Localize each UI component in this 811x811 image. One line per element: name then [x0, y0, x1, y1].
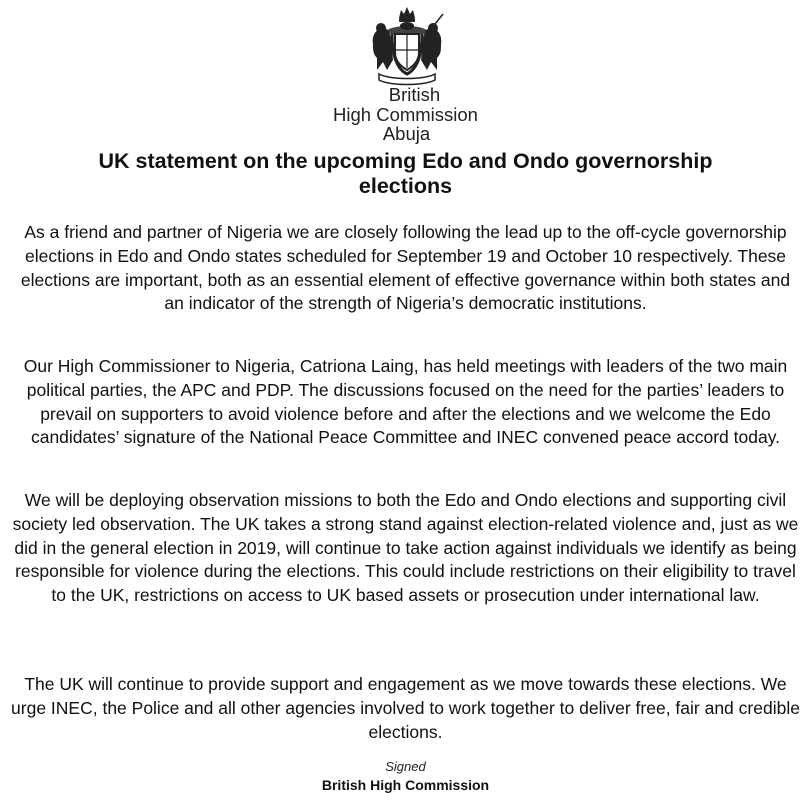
org-name-line-3: Abuja [382, 123, 431, 144]
signer-name: British High Commission [321, 777, 490, 793]
org-name-line-1: British [388, 84, 441, 105]
statement-title: UK statement on the upcoming Edo and Ondo governorship elections [98, 149, 713, 198]
paragraph-meetings: Our High Commissioner to Nigeria, Catriona Laing, has held meetings with leaders of the two main political parties, the APC and PDP. The discussions focused on the need for the parties’ leaders to prevail on supporters to avoid violence before and after the elections and we welcome the Edo candidates’ signature of the National Peace Committee and INEC convened peace accord today. [23, 356, 788, 448]
signed-label: Signed [385, 759, 426, 774]
paragraph-observation: We will be deploying observation missions to both the Edo and Ondo elections and supporting civil society led observation. The UK takes a strong stand against election-related violence and, just as we did in the general election in 2019, will continue to take action against individuals we identify as being responsible for violence during the elections. This could include restrictions on their eligibility to travel to the UK, restrictions on access to UK based assets or prosecution under international law. [12, 490, 799, 606]
royal-coat-of-arms-icon [365, 4, 449, 86]
paragraph-intro: As a friend and partner of Nigeria we are closely following the lead up to the off-cycle governorship elections in Edo and Ondo states scheduled for September 19 and October 10 respectively. These elections are important, both as an essential element of effective governance within both states and an indicator of the strength of Nigeria’s democratic institutions. [20, 222, 791, 314]
org-name-line-2: High Commission [333, 104, 478, 125]
paragraph-support: The UK will continue to provide support and engagement as we move towards these elections. We urge INEC, the Police and all other agencies involved to work together to deliver free, fair and credible elections. [11, 674, 800, 742]
